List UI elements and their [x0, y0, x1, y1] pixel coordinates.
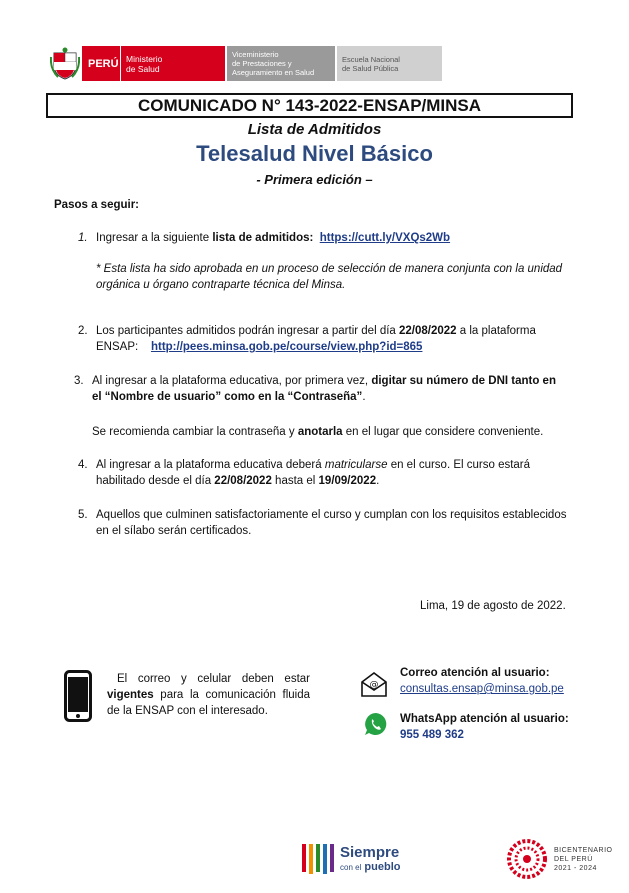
whatsapp-label: WhatsApp atención al usuario: [400, 713, 569, 725]
contact-note [107, 671, 310, 719]
place-date: Lima, 19 de agosto de 2022. [420, 600, 566, 612]
note-bold: vigentes [107, 689, 154, 701]
step-text: en el sílabo serán certificados. [96, 525, 252, 537]
step-4 [78, 457, 558, 489]
step-number: 1. [78, 232, 88, 244]
step-1-note [96, 261, 562, 293]
vice-line1: Viceministerio [232, 50, 279, 59]
bicentenario-line3: 2021 - 2024 [554, 865, 597, 872]
course-name: Telesalud Nivel Básico [196, 141, 433, 166]
step-5 [78, 507, 566, 539]
school-line1: Escuela Nacional [342, 55, 400, 64]
note-line: de la ENSAP con el interesado. [107, 705, 268, 717]
peru-label: PERÚ [82, 46, 121, 81]
step-text: . [362, 391, 366, 403]
whatsapp-icon [363, 711, 389, 737]
step-italic-text: matricularse [324, 459, 388, 471]
step-text: habilitado desde el día [96, 475, 215, 487]
steps-heading: Pasos a seguir: [54, 199, 140, 211]
coat-of-arms-logo [50, 47, 80, 81]
siempre-text: Siempre [340, 844, 400, 861]
step-text: Al ingresar a la plataforma educativa deberá [96, 459, 325, 471]
mobile-phone-icon [64, 670, 92, 722]
vice-ministry-label [227, 46, 335, 81]
step-text: en el curso. El curso estará [387, 459, 531, 471]
vice-line3: Aseguramiento en Salud [232, 68, 315, 77]
ministry-line1: Ministerio [126, 53, 163, 64]
bicentenario-line1: BICENTENARIO [554, 847, 613, 854]
step-text: Ingresar a la siguiente [96, 232, 213, 244]
step-text: en el lugar que considere conveniente. [342, 426, 544, 438]
note-line: para la comunicación fluida [153, 689, 310, 701]
school-label [337, 46, 442, 81]
step-3-recommendation [92, 424, 543, 440]
step-text: hasta el [271, 475, 319, 487]
course-end-date: 19/09/2022 [318, 475, 377, 487]
document-title: COMUNICADO N° 143-2022-ENSAP/MINSA [46, 93, 573, 118]
step-text: Al ingresar a la plataforma educativa, por primera vez, [92, 375, 372, 387]
whatsapp-block [400, 711, 569, 743]
svg-text:@: @ [369, 680, 379, 690]
step-number: 3. [74, 375, 84, 387]
step-text: Los participantes admitidos podrán ingresar a partir del día [96, 325, 400, 337]
edition-label: - Primera edición – [256, 172, 373, 187]
step-number: 2. [78, 325, 88, 337]
bicentenario-line2: DEL PERÚ [554, 856, 593, 863]
step-bold-text: anotarla [297, 426, 343, 438]
course-start-date: 22/08/2022 [214, 475, 272, 487]
step-text: Se recomienda cambiar la contraseña y [92, 426, 298, 438]
step-3 [74, 373, 556, 405]
step-number: 5. [78, 509, 88, 521]
bicentenario-logo [506, 838, 618, 882]
step-2 [78, 323, 536, 355]
email-link[interactable]: consultas.ensap@minsa.gob.pe [400, 683, 564, 695]
step-1 [78, 230, 450, 246]
pueblo-prefix: con el [340, 863, 362, 872]
ministry-line2: de Salud [126, 63, 160, 74]
whatsapp-number: 955 489 362 [400, 729, 464, 741]
vice-line2: de Prestaciones y [232, 59, 292, 68]
admitted-list-link[interactable]: https://cutt.ly/VXQs2Wb [319, 232, 451, 244]
step-text: ENSAP: [96, 341, 139, 353]
siempre-con-el-pueblo-logo [300, 840, 408, 878]
step-bold-text: el “Nombre de usuario” como en la “Contraseña” [92, 391, 363, 403]
ministry-logo [82, 46, 225, 81]
step-text: . [376, 475, 380, 487]
email-label: Correo atención al usuario: [400, 667, 550, 679]
note-line: * Esta lista ha sido aprobada en un proceso de selección de manera conjunta con la unidad [96, 263, 563, 275]
step-text: a la plataforma [456, 325, 536, 337]
list-subtitle: Lista de Admitidos [247, 121, 382, 138]
email-icon [360, 670, 388, 698]
platform-link[interactable]: http://pees.minsa.gob.pe/course/view.php?id=865 [150, 341, 423, 353]
email-block [400, 665, 564, 697]
note-line: El correo y celular deben estar [117, 673, 310, 685]
step-text: Aquellos que culminen satisfactoriamente el curso y cumplan con los requisitos establecidos [96, 509, 567, 521]
step-bold-text: lista de admitidos: [212, 232, 314, 244]
school-line2: de Salud Pública [342, 64, 399, 73]
step-number: 4. [78, 459, 88, 471]
start-date: 22/08/2022 [399, 325, 457, 337]
pueblo-text: pueblo [364, 861, 401, 873]
note-line: orgánica u órgano contraparte técnica del Minsa. [96, 279, 346, 291]
step-bold-text: digitar su número de DNI tanto en [371, 375, 556, 387]
